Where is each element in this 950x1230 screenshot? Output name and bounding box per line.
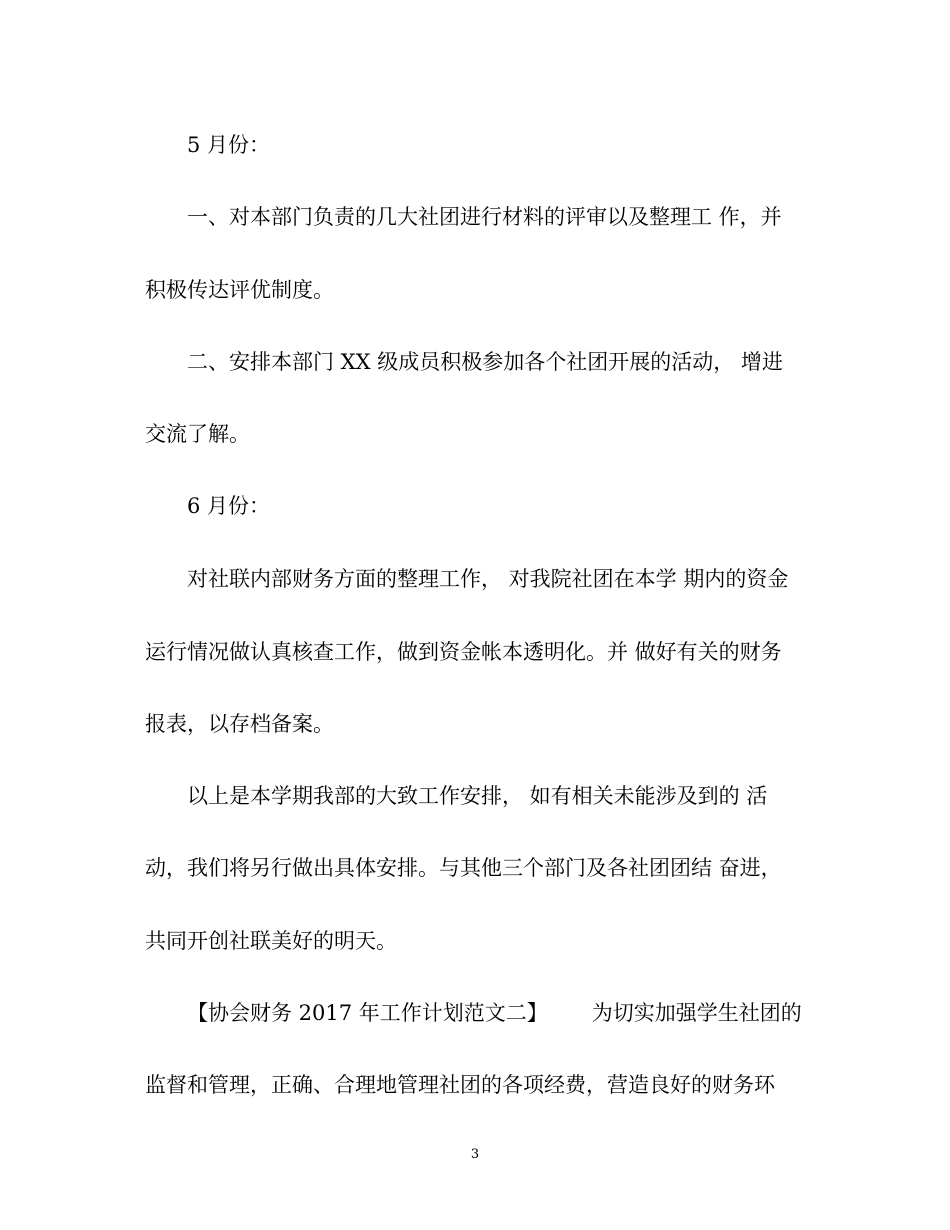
text-line: 以上是本学期我部的大致工作安排， 如有相关未能涉及到的 活 <box>187 784 768 808</box>
text-line: 对社联内部财务方面的整理工作， 对我院社团在本学 期内的资金 <box>187 567 789 591</box>
text-line: 一、对本部门负责的几大社团进行材料的评审以及整理工 作，并 <box>187 205 782 229</box>
heading-continuation: 为切实加强学生社团的 <box>591 1001 802 1025</box>
text-line: 监督和管理，正确、合理地管理社团的各项经费，营造良好的财务环 <box>145 1073 775 1097</box>
text-line: 积极传达评优制度。 <box>145 278 334 302</box>
text-line: 共同开创社联美好的明天。 <box>145 929 397 953</box>
text-line: 二、安排本部门 XX 级成员积极参加各个社团开展的活动， 增进 <box>187 350 783 374</box>
text-line: 动，我们将另行做出具体安排。与其他三个部门及各社团团结 奋进， <box>145 856 782 880</box>
page-number: 3 <box>470 1147 480 1162</box>
text-line: 5 月份： <box>187 133 271 157</box>
section-heading: 【协会财务 2017 年工作计划范文二】 <box>187 1001 548 1025</box>
text-line: 6 月份： <box>187 494 271 518</box>
text-line: 交流了解。 <box>145 422 250 446</box>
text-line: 运行情况做认真核查工作，做到资金帐本透明化。并 做好有关的财务 <box>145 640 782 664</box>
section-heading-line <box>187 1001 857 1025</box>
text-line: 报表，以存档备案。 <box>145 712 334 736</box>
